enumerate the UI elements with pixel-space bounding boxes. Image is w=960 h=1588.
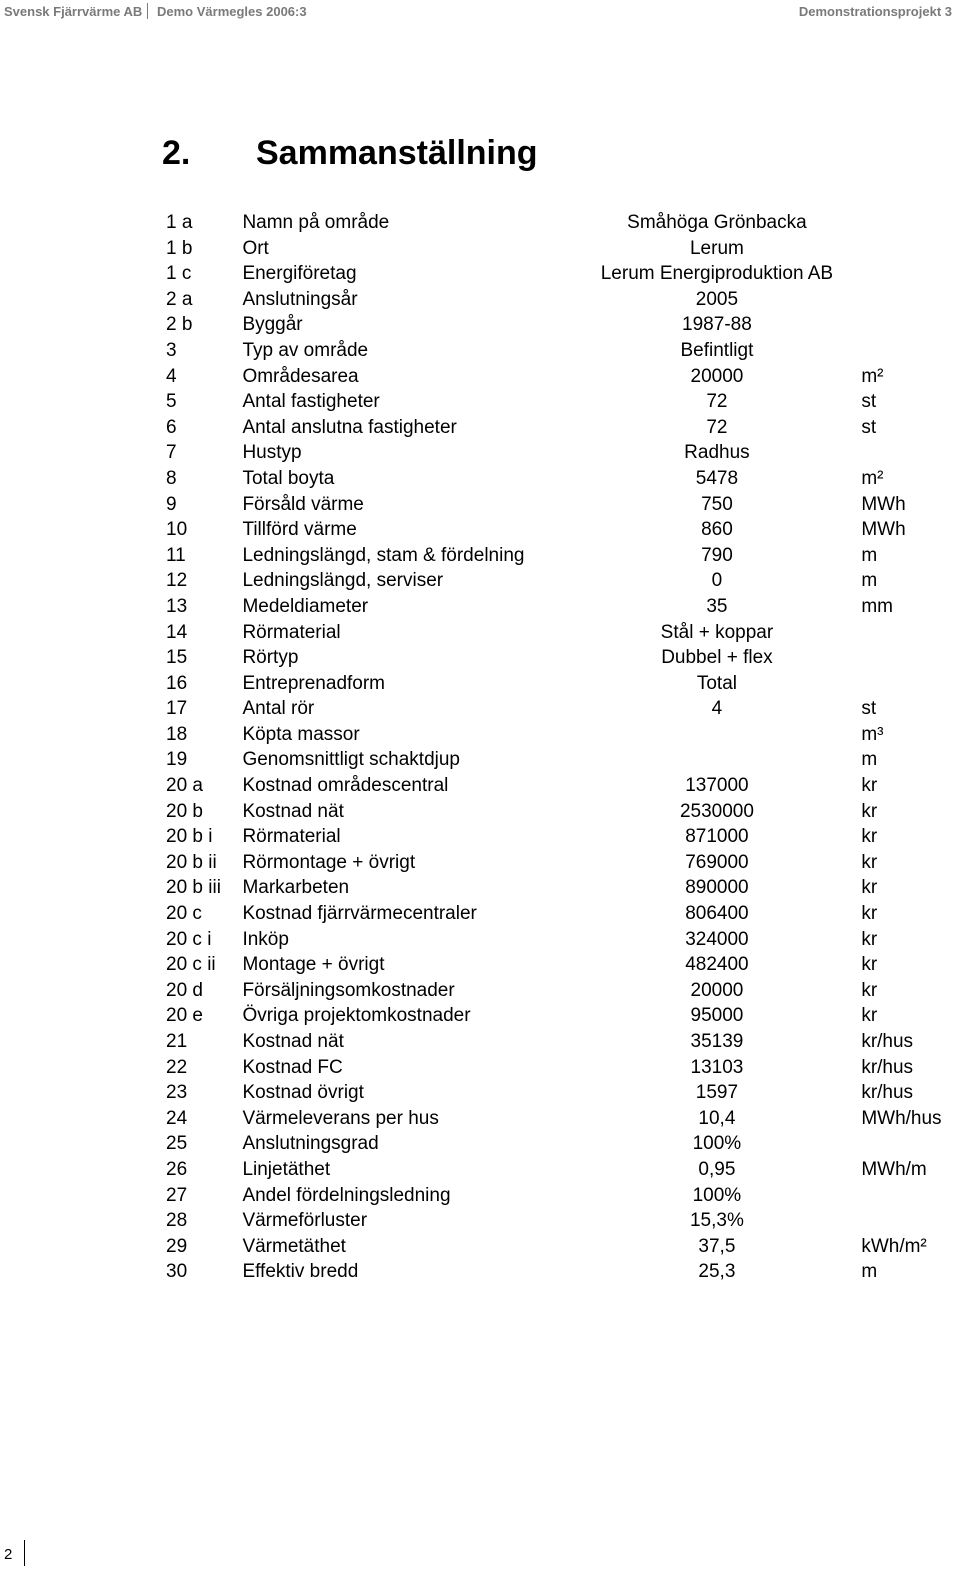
row-id: 6 (166, 416, 177, 438)
row-label: Namn på område (242, 212, 390, 233)
row-unit: MWh/hus (861, 1107, 942, 1129)
row-label: Linjetäthet (242, 1158, 331, 1180)
row-label: Områdesarea (242, 365, 359, 387)
table-row (160, 952, 960, 978)
row-unit (855, 312, 960, 338)
row-unit: kr/hus (861, 1031, 914, 1052)
table-row (160, 1157, 960, 1183)
row-unit: kr/hus (861, 1082, 914, 1104)
row-value: 806400 (685, 903, 749, 925)
row-unit: kr (861, 903, 878, 925)
row-id: 12 (166, 570, 188, 592)
row-label: Anslutningsgrad (242, 1133, 379, 1155)
row-value: 0 (711, 570, 723, 592)
table-row (160, 415, 960, 441)
table-row (160, 645, 960, 671)
header-separator (147, 3, 148, 19)
row-value: 482400 (685, 954, 749, 976)
table-row (160, 1208, 960, 1234)
row-id: 16 (166, 672, 188, 694)
row-unit: m² (861, 467, 884, 489)
row-id: 28 (166, 1210, 188, 1232)
footer-divider (24, 1540, 25, 1566)
row-label: Montage + övrigt (242, 954, 385, 976)
table-row (160, 696, 960, 722)
row-id: 7 (166, 442, 177, 464)
row-id: 14 (166, 621, 188, 643)
row-id: 4 (166, 365, 177, 387)
header-company: Svensk Fjärrvärme AB (4, 4, 143, 19)
row-value: 13103 (690, 1056, 744, 1078)
row-value: Småhöga Grönbacka (627, 212, 807, 233)
row-unit: mm (861, 595, 893, 617)
row-id: 20 b (166, 800, 203, 822)
table-row (160, 287, 960, 313)
row-id: 20 a (166, 775, 203, 797)
section-heading (162, 134, 538, 173)
table-row (160, 850, 960, 876)
table-row (160, 466, 960, 492)
row-value: 1597 (695, 1082, 739, 1104)
row-value: 790 (701, 544, 733, 566)
row-unit: m (861, 749, 878, 771)
table-row (160, 1183, 960, 1209)
summary-table (160, 210, 960, 1285)
table-row (160, 594, 960, 620)
table-row (160, 1234, 960, 1260)
section-title: Sammanställning (256, 134, 538, 172)
row-label: Försäljningsomkostnader (242, 979, 455, 1001)
row-value: 324000 (685, 928, 749, 950)
row-value (579, 722, 856, 748)
row-id: 1 c (166, 263, 192, 285)
row-unit: st (861, 416, 877, 438)
row-value: 137000 (685, 775, 749, 797)
table-row (160, 875, 960, 901)
row-id: 13 (166, 595, 188, 617)
row-label: Ledningslängd, serviser (242, 570, 444, 592)
row-id: 8 (166, 467, 177, 489)
table-row (160, 338, 960, 364)
row-value: 0,95 (698, 1158, 736, 1180)
row-unit: kr (861, 775, 878, 797)
row-unit: kr (861, 800, 878, 822)
row-id: 9 (166, 493, 177, 515)
row-label: Antal anslutna fastigheter (242, 416, 457, 438)
row-value: 72 (706, 416, 728, 438)
row-id: 27 (166, 1184, 188, 1206)
row-label: Övriga projektomkostnader (242, 1005, 471, 1027)
row-id: 20 c (166, 903, 202, 925)
row-unit (855, 440, 960, 466)
row-label: Typ av område (242, 339, 369, 361)
row-label: Medeldiameter (242, 595, 369, 617)
row-label: Ledningslängd, stam & fördelning (242, 544, 525, 566)
row-unit: MWh (861, 519, 906, 541)
row-value: 2530000 (679, 800, 754, 822)
table-row (160, 1259, 960, 1285)
row-id: 10 (166, 519, 188, 541)
row-label: Hustyp (242, 442, 302, 464)
row-label: Kostnad nät (242, 1031, 344, 1052)
row-id: 17 (166, 698, 188, 720)
row-unit: m (861, 1261, 878, 1283)
row-id: 29 (166, 1235, 188, 1257)
row-label: Kostnad FC (242, 1056, 343, 1078)
row-value: 35 (706, 595, 728, 617)
row-value: 25,3 (698, 1261, 736, 1283)
row-value: 15,3% (689, 1210, 744, 1232)
table-row (160, 236, 960, 262)
row-value: Stål + koppar (660, 621, 774, 643)
row-id: 1 b (166, 237, 193, 259)
row-unit (855, 620, 960, 646)
table-row (160, 799, 960, 825)
row-value: Lerum Energiproduktion AB (600, 263, 834, 285)
table-row (160, 440, 960, 466)
table-row (160, 1029, 960, 1055)
row-label: Kostnad områdescentral (242, 775, 449, 797)
row-id: 11 (166, 544, 186, 566)
row-unit: kWh/m² (861, 1235, 927, 1257)
row-id: 19 (166, 749, 188, 771)
row-value: 5478 (695, 467, 739, 489)
table-row (160, 568, 960, 594)
row-id: 20 c i (166, 928, 212, 950)
row-id: 30 (166, 1261, 188, 1283)
row-unit: m² (861, 365, 884, 387)
header-document: Demo Värmegles 2006:3 (157, 4, 307, 19)
row-value: 95000 (690, 1005, 744, 1027)
table-row (160, 722, 960, 748)
row-id: 21 (166, 1031, 188, 1052)
table-row (160, 543, 960, 569)
row-unit (855, 287, 960, 313)
row-unit: st (861, 391, 877, 413)
row-label: Entreprenadform (242, 672, 386, 694)
row-unit: kr (861, 928, 878, 950)
row-label: Antal rör (242, 698, 315, 720)
row-unit (855, 645, 960, 671)
row-value: 100% (692, 1133, 742, 1155)
row-label: Tillförd värme (242, 519, 357, 541)
row-unit: kr (861, 954, 878, 976)
row-id: 1 a (166, 212, 193, 233)
row-value: 20000 (690, 365, 744, 387)
table-row (160, 210, 960, 236)
row-unit: st (861, 698, 877, 720)
page-header (0, 0, 960, 24)
row-id: 15 (166, 647, 188, 669)
row-id: 20 d (166, 979, 203, 1001)
header-project: Demonstrationsprojekt 3 (798, 4, 952, 19)
row-label: Värmeleverans per hus (242, 1107, 439, 1129)
row-value: Lerum (689, 237, 744, 259)
row-value: 20000 (690, 979, 744, 1001)
row-value: Radhus (684, 442, 750, 464)
row-label: Rörtyp (242, 647, 299, 669)
row-id: 25 (166, 1133, 188, 1155)
row-value: 37,5 (698, 1235, 736, 1257)
table-row (160, 671, 960, 697)
row-unit (855, 261, 960, 287)
row-unit (855, 1208, 960, 1234)
table-row (160, 620, 960, 646)
row-unit: m (861, 544, 878, 566)
row-value: 871000 (685, 826, 749, 848)
table-row (160, 492, 960, 518)
row-label: Kostnad övrigt (242, 1082, 364, 1104)
row-label: Köpta massor (242, 723, 360, 745)
row-value: 1987-88 (682, 314, 752, 336)
table-row (160, 1106, 960, 1132)
row-label: Värmetäthet (242, 1235, 346, 1257)
row-id: 22 (166, 1056, 188, 1078)
row-id: 2 b (166, 314, 193, 336)
row-label: Rörmontage + övrigt (242, 851, 416, 873)
table-row (160, 364, 960, 390)
row-unit: MWh/m (861, 1158, 927, 1180)
row-id: 24 (166, 1107, 188, 1129)
table-row (160, 1080, 960, 1106)
row-value: 10,4 (698, 1107, 736, 1129)
table-row (160, 1131, 960, 1157)
row-value: 2005 (695, 288, 739, 310)
table-row (160, 1003, 960, 1029)
row-value: 100% (692, 1184, 742, 1206)
row-label: Byggår (242, 314, 303, 336)
row-unit: kr (861, 1005, 878, 1027)
table-row (160, 517, 960, 543)
row-value: 769000 (685, 851, 749, 873)
row-value: 4 (711, 698, 723, 720)
row-value (579, 747, 856, 773)
row-label: Total boyta (242, 467, 335, 489)
row-label: Rörmaterial (242, 621, 341, 643)
table-row (160, 747, 960, 773)
table-row (160, 261, 960, 287)
row-value: Dubbel + flex (661, 647, 773, 669)
row-unit (855, 210, 960, 236)
row-id: 5 (166, 391, 177, 413)
row-unit: kr (861, 851, 878, 873)
row-unit: m (861, 570, 878, 592)
table-row (160, 927, 960, 953)
row-unit (855, 1183, 960, 1209)
row-label: Antal fastigheter (242, 391, 380, 413)
row-unit (855, 236, 960, 262)
row-label: Kostnad nät (242, 800, 344, 822)
row-value: 72 (706, 391, 728, 413)
row-value: 860 (701, 519, 733, 541)
row-label: Energiföretag (242, 263, 357, 285)
row-unit: MWh (861, 493, 906, 515)
row-id: 23 (166, 1082, 188, 1104)
table-row (160, 901, 960, 927)
row-label: Anslutningsår (242, 288, 358, 310)
row-unit: kr (861, 877, 878, 899)
table-row (160, 824, 960, 850)
row-label: Kostnad fjärrvärmecentraler (242, 903, 477, 925)
row-id: 20 b ii (166, 851, 217, 873)
row-label: Ort (242, 237, 269, 259)
row-unit: kr (861, 826, 878, 848)
row-id: 3 (166, 339, 177, 361)
row-unit (855, 1131, 960, 1157)
row-id: 18 (166, 723, 188, 745)
row-label: Andel fördelningsledning (242, 1184, 451, 1206)
row-unit: kr (861, 979, 878, 1001)
row-unit: kr/hus (861, 1056, 914, 1078)
row-label: Markarbeten (242, 877, 350, 899)
row-label: Effektiv bredd (242, 1261, 359, 1283)
table-row (160, 1055, 960, 1081)
row-value: Befintligt (680, 339, 754, 361)
page-number: 2 (4, 1546, 13, 1563)
row-id: 26 (166, 1158, 188, 1180)
row-unit (855, 338, 960, 364)
table-row (160, 389, 960, 415)
row-id: 2 a (166, 288, 193, 310)
summary-table-body (160, 210, 960, 1285)
row-label: Rörmaterial (242, 826, 341, 848)
row-id: 20 c ii (166, 954, 216, 976)
row-unit (855, 671, 960, 697)
row-label: Värmeförluster (242, 1210, 368, 1232)
table-row (160, 773, 960, 799)
row-unit: m³ (861, 723, 884, 745)
row-label: Försåld värme (242, 493, 364, 515)
section-number: 2. (162, 134, 191, 172)
row-label: Genomsnittligt schaktdjup (242, 749, 460, 771)
row-value: Total (696, 672, 737, 694)
row-id: 20 b i (166, 826, 213, 848)
row-value: 890000 (685, 877, 749, 899)
row-value: 750 (701, 493, 733, 515)
table-row (160, 312, 960, 338)
row-label: Inköp (242, 928, 289, 950)
row-id: 20 e (166, 1005, 203, 1027)
row-id: 20 b iii (166, 877, 221, 899)
row-value: 35139 (690, 1031, 744, 1052)
table-row (160, 978, 960, 1004)
